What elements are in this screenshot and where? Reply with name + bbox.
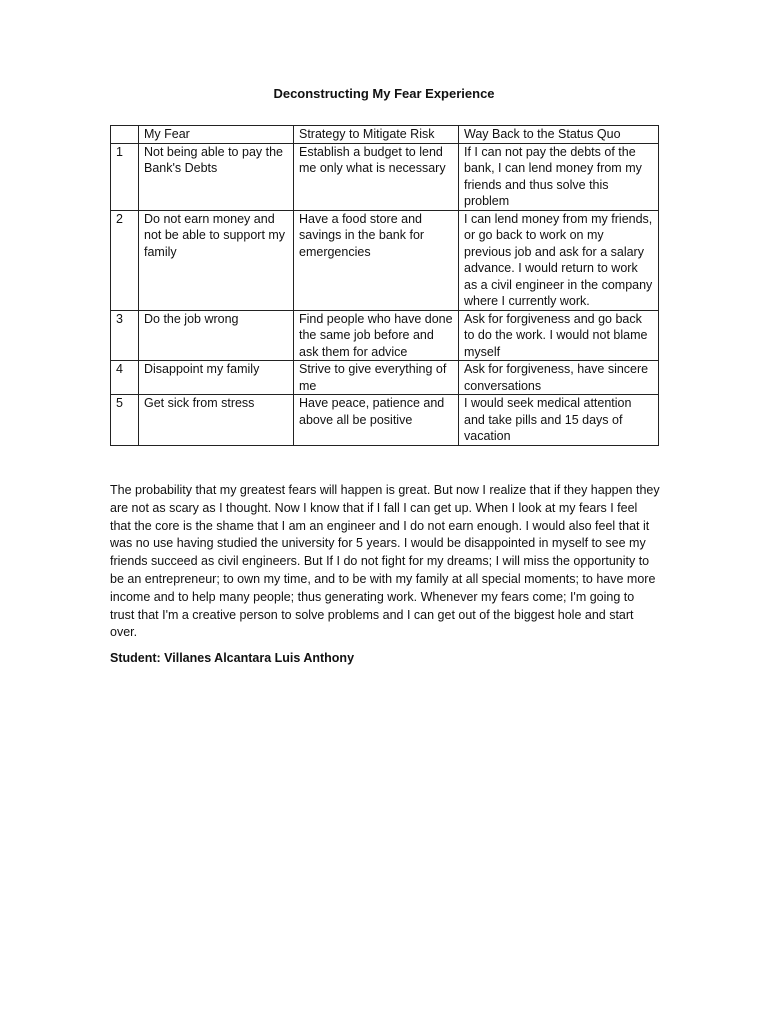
strategy-cell: Find people who have done the same job before and ask them for advice [294,310,459,361]
strategy-cell: Have peace, patience and above all be positive [294,395,459,446]
header-strategy: Strategy to Mitigate Risk [294,126,459,144]
way-back-cell: If I can not pay the debts of the bank, I can lend money from my friends and thus solve this problem [459,143,659,210]
table-row [111,143,659,210]
table-header-row [111,126,659,144]
fear-cell: Not being able to pay the Bank's Debts [139,143,294,210]
row-number: 3 [111,310,139,361]
strategy-cell: Strive to give everything of me [294,361,459,395]
strategy-cell: Establish a budget to lend me only what is necessary [294,143,459,210]
fear-cell: Do the job wrong [139,310,294,361]
page-title: Deconstructing My Fear Experience [273,86,495,101]
table-row [111,210,659,310]
way-back-cell: I can lend money from my friends, or go back to work on my previous job and ask for a salary advance. I would return to work as a civil engineer in the company where I currently work. [459,210,659,310]
table-row [111,310,659,361]
header-my-fear: My Fear [139,126,294,144]
row-number: 4 [111,361,139,395]
fear-table [110,125,659,446]
fear-cell: Disappoint my family [139,361,294,395]
header-number [111,126,139,144]
fear-cell: Get sick from stress [139,395,294,446]
table-row [111,361,659,395]
row-number: 1 [111,143,139,210]
row-number: 5 [111,395,139,446]
header-way-back: Way Back to the Status Quo [459,126,659,144]
way-back-cell: I would seek medical attention and take pills and 15 days of vacation [459,395,659,446]
student-signature-line: Student: Villanes Alcantara Luis Anthony [110,651,355,665]
reflection-paragraph: The probability that my greatest fears will happen is great. But now I realize that if they happen they are not as scary as I thought. Now I know that if I fall I can get up. When I look at my fears I feel that the core is the shame that I am an engineer and I do not earn enough. I would also feel that it was no use having studied the university for 5 years. I would be disappointed in myself to see my friends succeed as civil engineers. But If I do not fight for my dreams; I will miss the opportunity to be an entrepreneur; to own my time, and to be with my family at all special moments; to have more income and to help many people; thus generating work. Whenever my fears come; I'm going to trust that I'm a creative person to solve problems and I can get out of the biggest hole and start over. [110,483,660,640]
strategy-cell: Have a food store and savings in the bank for emergencies [294,210,459,310]
row-number: 2 [111,210,139,310]
fear-cell: Do not earn money and not be able to support my family [139,210,294,310]
way-back-cell: Ask for forgiveness, have sincere conversations [459,361,659,395]
table-row [111,395,659,446]
way-back-cell: Ask for forgiveness and go back to do the work. I would not blame myself [459,310,659,361]
